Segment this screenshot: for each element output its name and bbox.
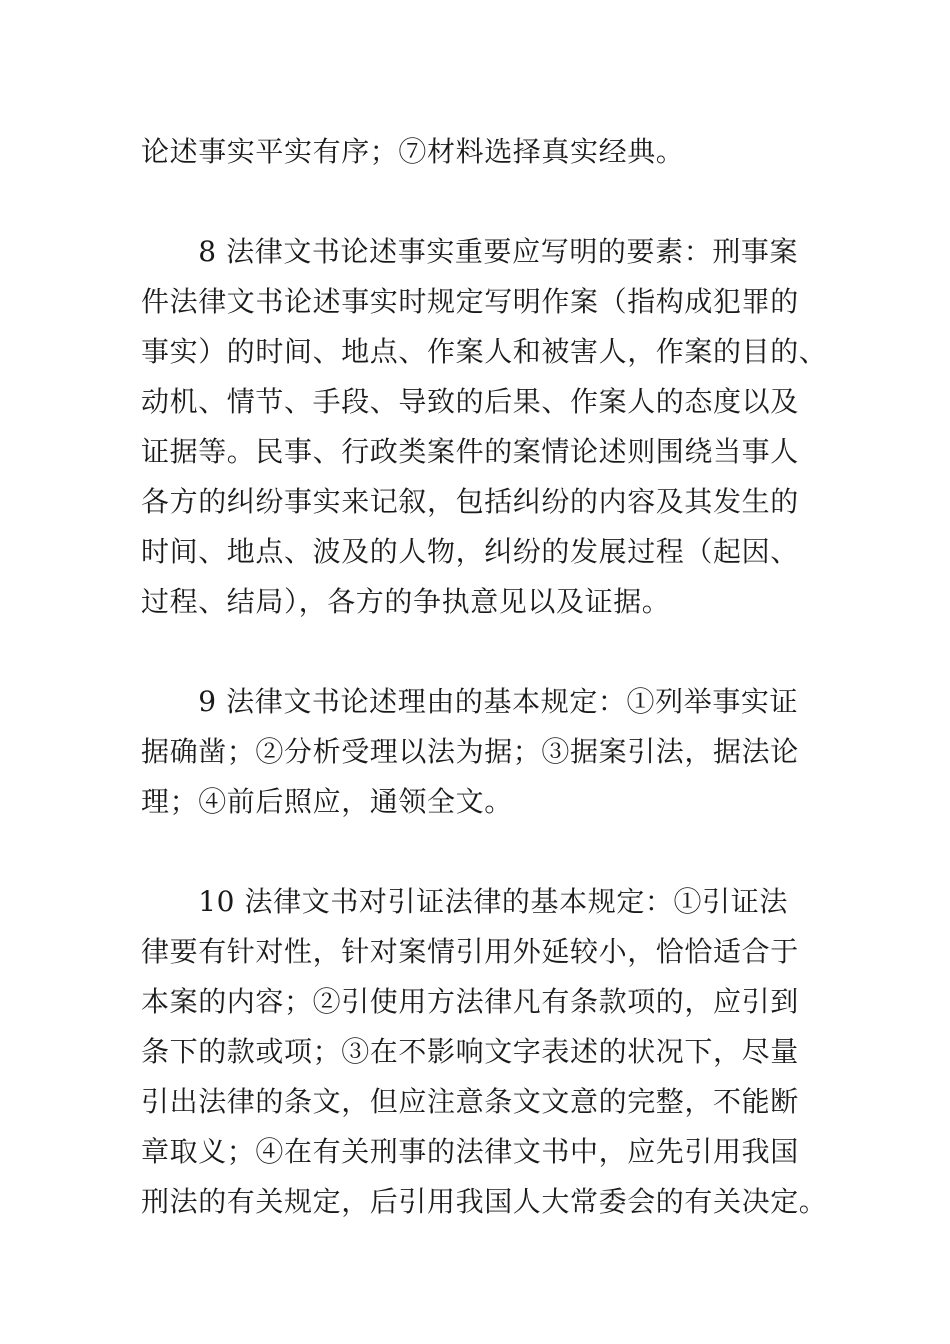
text-line: 时间、地点、波及的人物，纠纷的发展过程（起因、 (141, 535, 799, 568)
text-line: 证据等。民事、行政类案件的案情论述则围绕当事人 (141, 435, 799, 468)
text-line: 过程、结局），各方的争执意见以及证据。 (141, 585, 671, 618)
text-line: 论述事实平实有序；⑦材料选择真实经典。 (141, 135, 685, 168)
text-line: 9 法律文书论述理由的基本规定：①列举事实证 (141, 685, 799, 718)
text-line: 律要有针对性，针对案情引用外延较小，恰恰适合于 (141, 935, 799, 968)
text-line: 章取义；④在有关刑事的法律文书中，应先引用我国 (141, 1135, 799, 1168)
text-line: 本案的内容；②引使用方法律凡有条款项的，应引到 (141, 985, 799, 1018)
text-line: 事实）的时间、地点、作案人和被害人，作案的目的、 (141, 335, 828, 368)
text-line: 各方的纠纷事实来记叙，包括纠纷的内容及其发生的 (141, 485, 799, 518)
text-line: 理；④前后照应，通领全文。 (141, 785, 513, 818)
text-line: 动机、情节、手段、导致的后果、作案人的态度以及 (141, 385, 799, 418)
text-line: 10 法律文书对引证法律的基本规定：①引证法 (141, 885, 788, 918)
text-line: 8 法律文书论述事实重要应写明的要素：刑事案 (141, 235, 799, 268)
text-line: 引出法律的条文，但应注意条文文意的完整，不能断 (141, 1085, 799, 1118)
text-line: 据确凿；②分析受理以法为据；③据案引法，据法论 (141, 735, 799, 768)
text-line: 件法律文书论述事实时规定写明作案（指构成犯罪的 (141, 285, 799, 318)
text-line: 刑法的有关规定，后引用我国人大常委会的有关决定。 (141, 1185, 828, 1218)
text-line: 条下的款或项；③在不影响文字表述的状况下，尽量 (141, 1035, 799, 1068)
